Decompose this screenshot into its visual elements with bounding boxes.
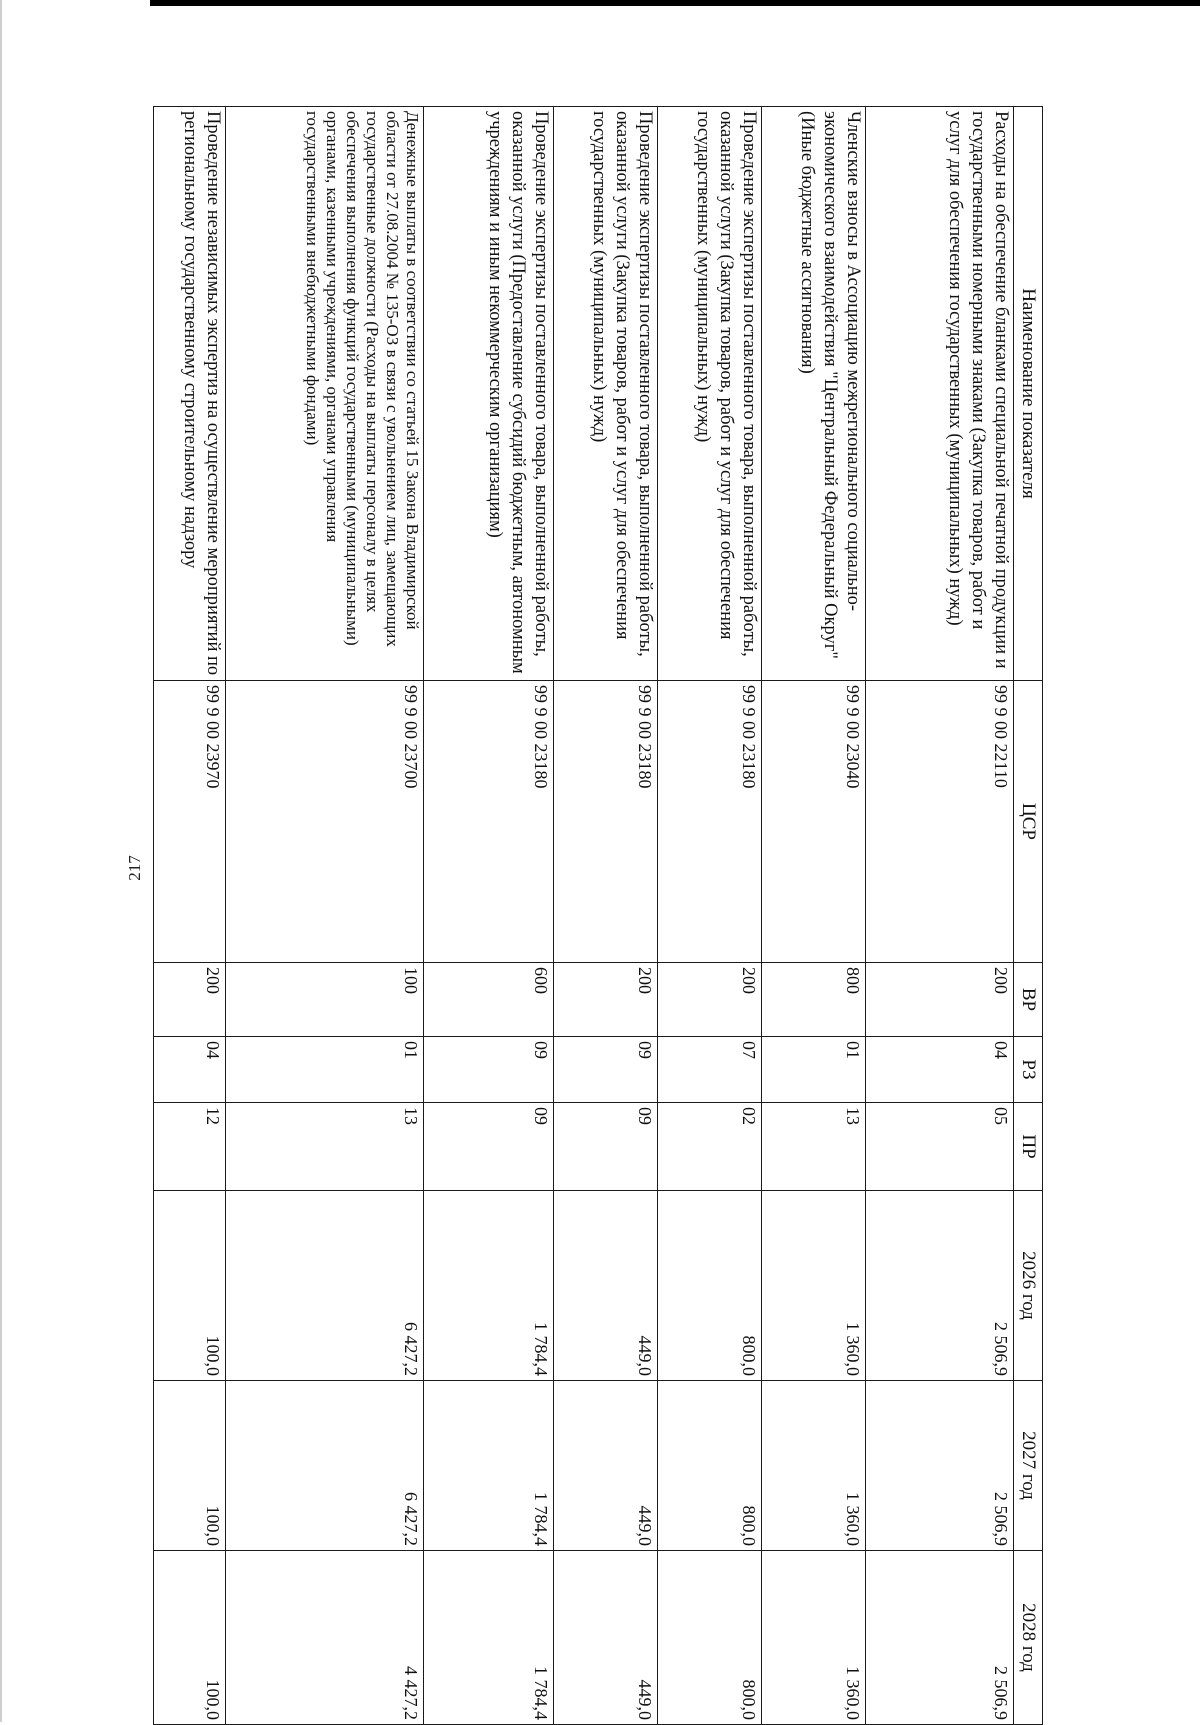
row-2027: 2 506,9 — [866, 1381, 1014, 1551]
row-name: Денежные выплаты в соответствии со статьей 15 Закона Владимирской области от 27.08.2004 № 135-ОЗ в связи с увольнением лиц, замещающих государственные должности (Расходы на выплаты персоналу в целях обеспечения выполнения функций государственными (муниципальными) органами, казенными учреждениями, органами управления государственными внебюджетными фондами) — [226, 107, 424, 681]
row-2027: 800,0 — [658, 1381, 762, 1551]
row-2027: 100,0 — [154, 1381, 226, 1551]
row-vr: 600 — [424, 963, 554, 1037]
row-2026: 1 360,0 — [762, 1191, 866, 1381]
row-2026: 6 427,2 — [226, 1191, 424, 1381]
row-name: Проведение экспертизы поставленного товара, выполненной работы, оказанной услуги (Закупка товаров, работ и услуг для обеспечения государственных (муниципальных) нужд) — [554, 107, 658, 681]
row-2027: 449,0 — [554, 1381, 658, 1551]
header-pr: ПР — [1014, 1103, 1043, 1191]
budget-table — [153, 106, 1043, 1725]
row-vr: 100 — [226, 963, 424, 1037]
row-vr: 200 — [658, 963, 762, 1037]
page-number: 217 — [125, 855, 144, 881]
row-name: Членские взносы в Ассоциацию межрегионального социально-экономического взаимодействия "Центральный Федеральный Округ" (Иные бюджетные ассигнования) — [762, 107, 866, 681]
row-rz: 07 — [658, 1037, 762, 1103]
row-pr: 02 — [658, 1103, 762, 1191]
row-pr: 13 — [762, 1103, 866, 1191]
row-vr: 800 — [762, 963, 866, 1037]
row-name: Расходы на обеспечение бланками специальной печатной продукции и государственными номерными знаками (Закупка товаров, работ и услуг для обеспечения государственных (муниципальных) нужд) — [866, 107, 1014, 681]
row-rz: 01 — [226, 1037, 424, 1103]
row-2026: 449,0 — [554, 1191, 658, 1381]
table-row — [866, 107, 1014, 1725]
row-csr: 99 9 00 23180 — [424, 681, 554, 963]
header-2026: 2026 год — [1014, 1191, 1043, 1381]
row-rz: 09 — [554, 1037, 658, 1103]
table-row — [424, 107, 554, 1725]
row-2028: 449,0 — [554, 1551, 658, 1725]
row-vr: 200 — [866, 963, 1014, 1037]
row-2028: 2 506,9 — [866, 1551, 1014, 1725]
row-2026: 800,0 — [658, 1191, 762, 1381]
row-2027: 6 427,2 — [226, 1381, 424, 1551]
row-rz: 04 — [866, 1037, 1014, 1103]
row-name: Проведение экспертизы поставленного товара, выполненной работы, оказанной услуги (Закупка товаров, работ и услуг для обеспечения государственных (муниципальных) нужд) — [658, 107, 762, 681]
row-vr: 200 — [554, 963, 658, 1037]
header-name: Наименование показателя — [1014, 107, 1043, 681]
row-pr: 12 — [154, 1103, 226, 1191]
row-name: Проведение экспертизы поставленного товара, выполненной работы, оказанной услуги (Предоставление субсидий бюджетным, автономным учреждениям и иным некоммерческим организациям) — [424, 107, 554, 681]
row-csr: 99 9 00 23040 — [762, 681, 866, 963]
header-csr: ЦСР — [1014, 681, 1043, 963]
row-rz: 09 — [424, 1037, 554, 1103]
budget-table-container — [180, 106, 1043, 1724]
row-rz: 01 — [762, 1037, 866, 1103]
header-vr: ВР — [1014, 963, 1043, 1037]
scan-edge-left — [0, 0, 2, 1722]
row-vr: 200 — [154, 963, 226, 1037]
table-row — [154, 107, 226, 1725]
header-rz: РЗ — [1014, 1037, 1043, 1103]
row-2026: 1 784,4 — [424, 1191, 554, 1381]
row-pr: 09 — [554, 1103, 658, 1191]
row-2028: 4 427,2 — [226, 1551, 424, 1725]
header-2027: 2027 год — [1014, 1381, 1043, 1551]
row-2028: 1 360,0 — [762, 1551, 866, 1725]
table-row — [226, 107, 424, 1725]
row-pr: 05 — [866, 1103, 1014, 1191]
row-csr: 99 9 00 22110 — [866, 681, 1014, 963]
row-pr: 13 — [226, 1103, 424, 1191]
row-csr: 99 9 00 23700 — [226, 681, 424, 963]
row-csr: 99 9 00 23180 — [658, 681, 762, 963]
table-row — [762, 107, 866, 1725]
table-row — [554, 107, 658, 1725]
row-2026: 2 506,9 — [866, 1191, 1014, 1381]
header-2028: 2028 год — [1014, 1551, 1043, 1725]
row-csr: 99 9 00 23180 — [554, 681, 658, 963]
table-row — [658, 107, 762, 1725]
row-2028: 100,0 — [154, 1551, 226, 1725]
row-rz: 04 — [154, 1037, 226, 1103]
row-2028: 1 784,4 — [424, 1551, 554, 1725]
row-2027: 1 360,0 — [762, 1381, 866, 1551]
row-csr: 99 9 00 23970 — [154, 681, 226, 963]
header-row — [1014, 107, 1043, 1725]
row-2028: 800,0 — [658, 1551, 762, 1725]
row-name: Проведение независимых экспертиз на осуществление мероприятий по региональному государственному строительному надзору — [154, 107, 226, 681]
row-2027: 1 784,4 — [424, 1381, 554, 1551]
row-pr: 09 — [424, 1103, 554, 1191]
scan-edge-top — [150, 0, 1200, 6]
row-2026: 100,0 — [154, 1191, 226, 1381]
